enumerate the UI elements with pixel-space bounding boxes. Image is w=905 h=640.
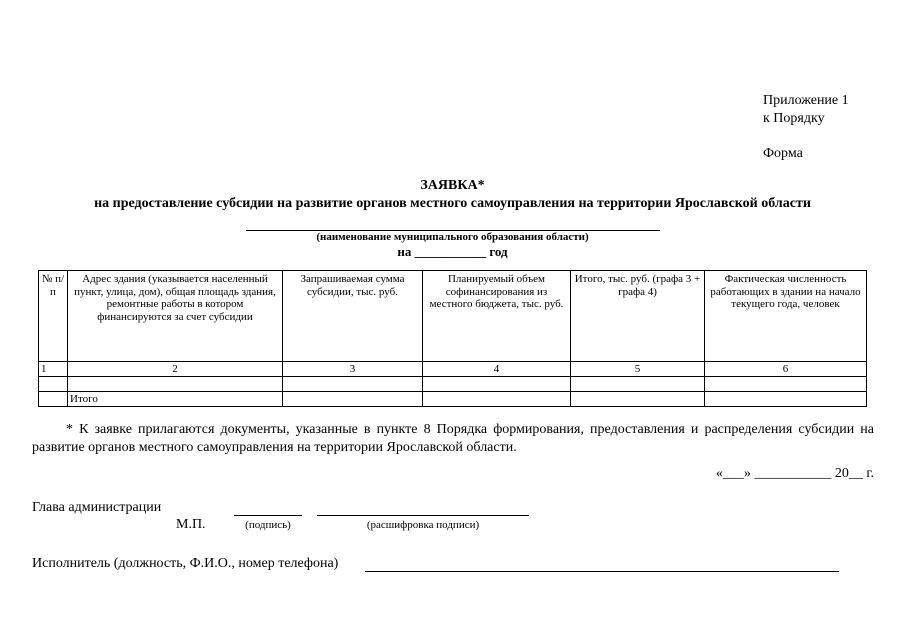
stamp-place-label: М.П. — [176, 517, 206, 532]
table-cell[interactable] — [705, 392, 867, 407]
table-cell[interactable] — [68, 377, 283, 392]
column-number: 3 — [283, 362, 423, 377]
table-cell[interactable] — [283, 392, 423, 407]
table-cell[interactable] — [423, 392, 571, 407]
table-cell[interactable] — [39, 377, 68, 392]
table-cell[interactable] — [423, 377, 571, 392]
header-cell: Адрес здания (указывается населенный пункт, улица, дом), общая площадь здания, ремонтные работы в котором финансируются за счет субсидии — [68, 271, 283, 362]
signature-decode-line — [317, 515, 529, 516]
document-subtitle: на предоставление субсидии на развитие органов местного самоуправления на территории Ярославской области — [94, 196, 811, 211]
table-cell[interactable] — [283, 377, 423, 392]
header-cell: Итого, тыс. руб. (графа 3 + графа 4) — [571, 271, 705, 362]
header-cell: Планируемый объем софинансирования из местного бюджета, тыс. руб. — [423, 271, 571, 362]
table-cell[interactable] — [571, 377, 705, 392]
header-cell: Запрашиваемая сумма субсидии, тыс. руб. — [283, 271, 423, 362]
table-cell[interactable] — [39, 392, 68, 407]
appendix-label — [763, 92, 849, 128]
table-header-row — [39, 271, 867, 362]
year-line: на ___________ год — [397, 244, 508, 259]
column-number: 2 — [68, 362, 283, 377]
application-table — [38, 270, 867, 407]
table-cell[interactable] — [705, 377, 867, 392]
column-number: 1 — [39, 362, 68, 377]
column-number: 4 — [423, 362, 571, 377]
column-number-row — [39, 362, 867, 377]
appendix-line-2: к Порядку — [763, 111, 825, 126]
header-cell: № п/п — [39, 271, 68, 362]
appendix-line-1: Приложение 1 — [763, 93, 849, 108]
total-row — [39, 392, 867, 407]
signature-decode-caption: (расшифровка подписи) — [366, 519, 480, 531]
signature-line — [234, 515, 302, 516]
column-number: 6 — [705, 362, 867, 377]
date-line: «___» ___________ 20__ г. — [715, 466, 874, 481]
footnote: * К заявке прилагаются документы, указанные в пункте 8 Порядка формирования, предоставления и распределения субсидии на развитие органов местного самоуправления на территории Ярославской области. — [32, 422, 874, 455]
table-row — [39, 377, 867, 392]
executor-label: Исполнитель (должность, Ф.И.О., номер телефона) — [32, 556, 339, 571]
document-title: ЗАЯВКА* — [420, 178, 485, 193]
header-cell: Фактическая численность работающих в здании на начало текущего года, человек — [705, 271, 867, 362]
total-label: Итого — [68, 392, 283, 407]
signature-caption: (подпись) — [245, 519, 291, 531]
column-number: 5 — [571, 362, 705, 377]
municipality-caption: (наименование муниципального образования области) — [316, 231, 589, 243]
form-label: Форма — [763, 146, 803, 161]
head-of-administration-label: Глава администрации — [32, 500, 162, 515]
executor-line — [365, 571, 839, 572]
table-cell[interactable] — [571, 392, 705, 407]
